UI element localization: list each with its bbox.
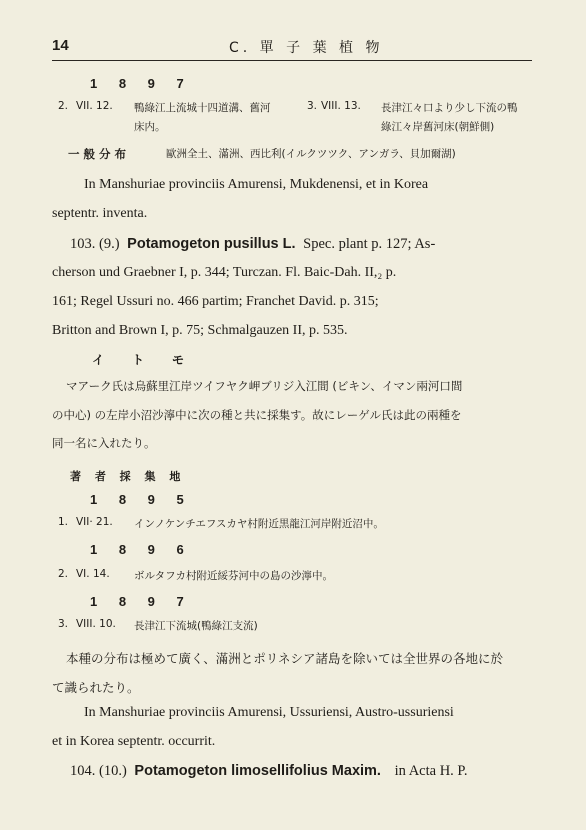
record-text: インノケンチエフスカヤ村附近黒龍江河岸附近沼中。 — [134, 518, 384, 530]
distribution-text: 本種の分布は極めて廣く、滿洲とポリネシア諸島を除いては全世界の各地に於 — [66, 651, 504, 666]
record-text: 長津江々口より少し下流の鴨 — [381, 102, 518, 114]
year-heading: 1 8 9 6 — [90, 542, 193, 557]
latin-paragraph: In Manshuriae provinciis Amurensi, Ussuriensi, Austro-ussuriensi — [84, 705, 454, 720]
latin-paragraph: et in Korea septentr. occurrit. — [52, 734, 216, 749]
record-text: ボルタフカ村附近綏芬河中の島の沙濘中。 — [134, 570, 333, 582]
record-date: VI. 14. — [76, 568, 110, 580]
distribution-text: て識られたり。 — [52, 680, 140, 695]
note-text: 同一名に入れたり。 — [52, 436, 156, 450]
year-heading: 1 8 9 7 — [90, 76, 193, 91]
record-text: 鴨綠江上流城十四道溝、舊河 — [134, 102, 271, 114]
species-subnumber: (9.) — [99, 236, 120, 252]
species-subnumber: (10.) — [99, 763, 127, 779]
running-title: C. 單 子 葉 植 物 — [229, 40, 384, 56]
species-name: Potamogeton pusillus L. — [127, 236, 296, 252]
record-text: 長津江下流城(鴨綠江支流) — [134, 620, 258, 632]
species-number: 103. — [70, 236, 96, 252]
page-number: 14 — [52, 37, 69, 54]
latin-paragraph: In Manshuriae provinciis Amurensi, Mukdenensi, et in Korea — [84, 177, 429, 192]
record-date: VII· 21. — [76, 516, 113, 528]
distribution-label: 一 般 分 布 — [68, 147, 127, 161]
record-date: VIII. 13. — [321, 100, 361, 112]
record-number: 3. — [307, 100, 318, 112]
citation-text: Britton and Brown I, p. 75; Schmalgauzen II, p. 535. — [52, 323, 348, 338]
year-heading: 1 8 9 5 — [90, 492, 193, 507]
distribution-text: 歐洲全土、滿洲、西比利(イルクツツク、アンガラ、貝加爾湖) — [166, 148, 456, 160]
record-text: 床内。 — [134, 121, 166, 133]
citation-text: cherson und Graebner I, p. 344; Turczan. Fl. Baic-Dah. II,₂ p. — [52, 265, 397, 280]
record-number: 1. — [58, 516, 69, 528]
note-text: マアーク氏は烏蘇里江岸ツイフヤク岬ブリジ入江間 (ビキン、イマン兩河口間 — [66, 379, 463, 393]
record-text: 綠江々岸舊河床(朝鮮側) — [381, 121, 495, 133]
citation-text: Spec. plant p. 127; As- — [303, 236, 436, 252]
record-date: VIII. 10. — [76, 618, 116, 630]
citation-text: in Acta H. P. — [394, 763, 468, 779]
species-number: 104. — [70, 763, 96, 779]
latin-paragraph: septentr. inventa. — [52, 206, 148, 221]
record-date: VII. 12. — [76, 100, 113, 112]
japanese-name: イトモ — [92, 353, 213, 367]
note-text: の中心) の左岸小沼沙濘中に次の種と共に採集す。故にレーゲル氏は此の兩種を — [52, 408, 462, 422]
species-name: Potamogeton limosellifolius Maxim. — [134, 763, 381, 779]
record-number: 3. — [58, 618, 69, 630]
year-heading: 1 8 9 7 — [90, 594, 193, 609]
citation-text: 161; Regel Ussuri no. 466 partim; Franchet David. p. 315; — [52, 294, 379, 309]
record-number: 2. — [58, 100, 69, 112]
header-rule — [52, 60, 532, 61]
collection-heading: 著 者 採 集 地 — [70, 470, 186, 483]
record-number: 2. — [58, 568, 69, 580]
